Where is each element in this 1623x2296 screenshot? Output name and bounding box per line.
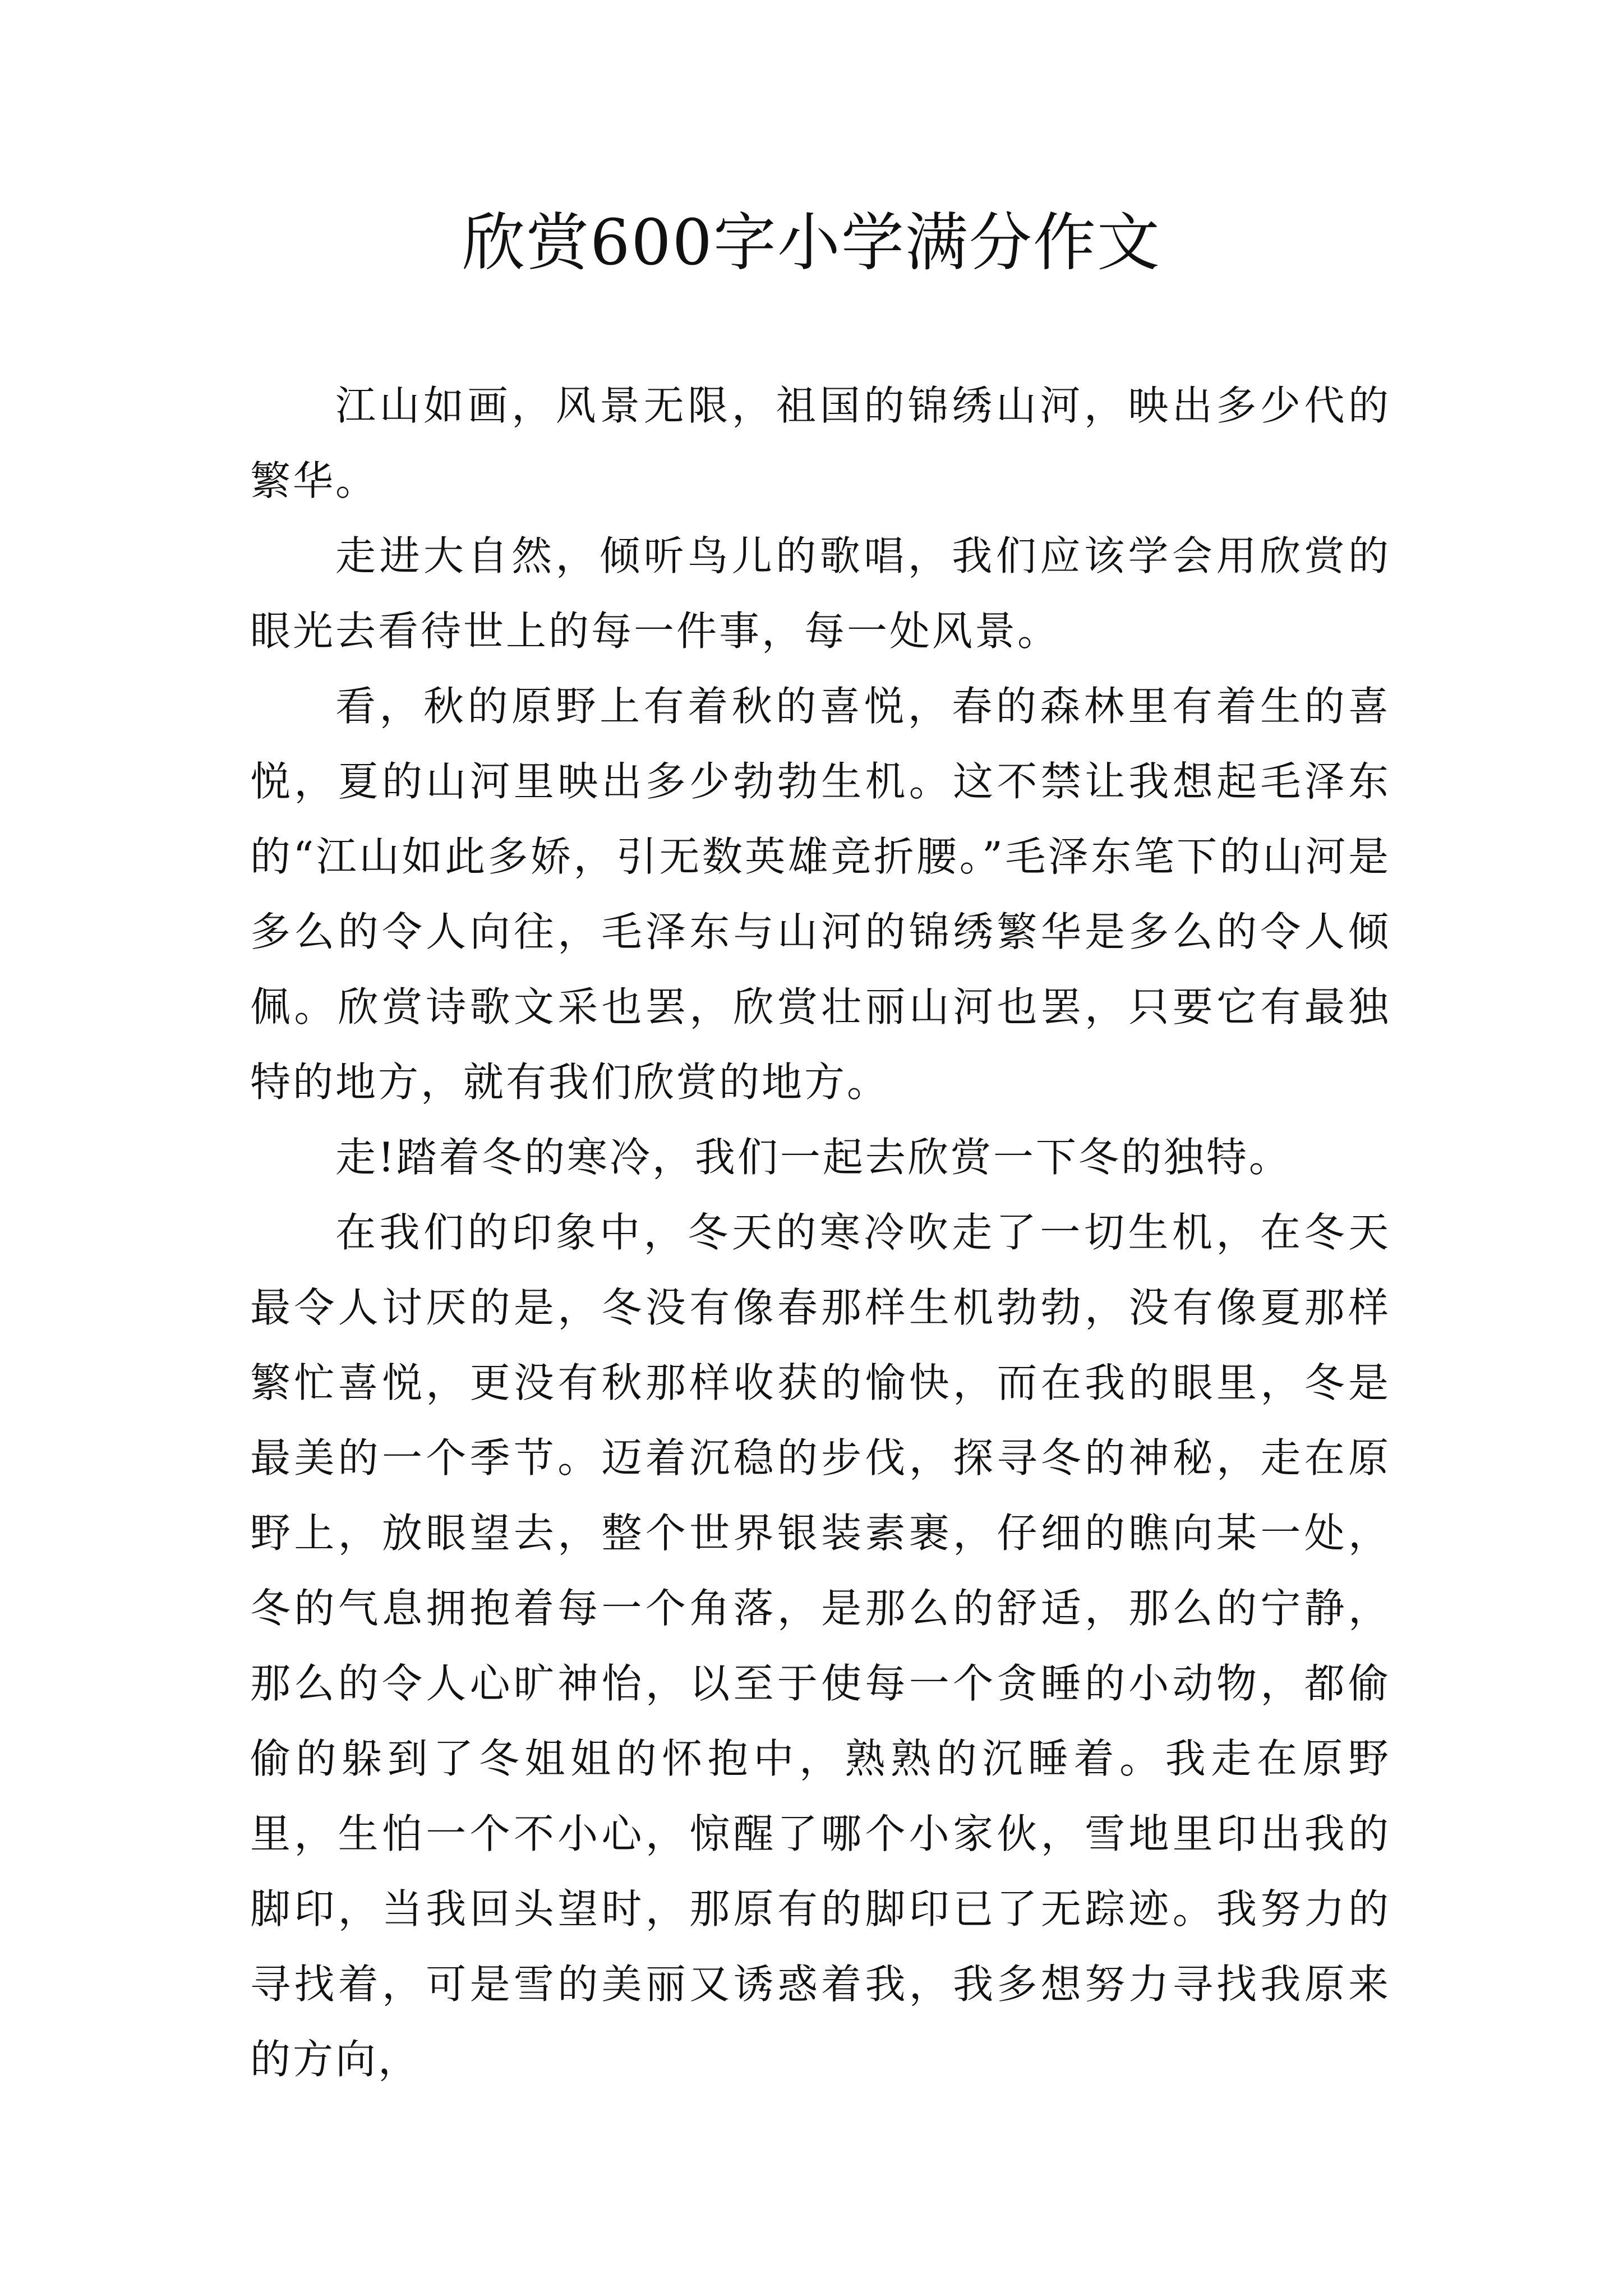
document-body [250,368,1391,2097]
paragraph: 在我们的印象中，冬天的寒冷吹走了一切生机，在冬天最令人讨厌的是，冬没有像春那样生机勃勃，没有像夏那样繁忙喜悦，更没有秋那样收获的愉快，而在我的眼里，冬是最美的一个季节。迈着沉稳的步伐，探寻冬的神秘，走在原野上，放眼望去，整个世界银装素裹，仔细的瞧向某一处，冬的气息拥抱着每一个角落，是那么的舒适，那么的宁静，那么的令人心旷神怡，以至于使每一个贪睡的小动物，都偷偷的躲到了冬姐姐的怀抱中，熟熟的沉睡着。我走在原野里，生怕一个不小心，惊醒了哪个小家伙，雪地里印出我的脚印，当我回头望时，那原有的脚印已了无踪迹。我努力的寻找着，可是雪的美丽又诱惑着我，我多想努力寻找我原来的方向， [250,1209,1391,2083]
document-title: 欣赏600字小学满分作文 [462,206,1161,279]
paragraph: 看，秋的原野上有着秋的喜悦，春的森林里有着生的喜悦，夏的山河里映出多少勃勃生机。这不禁让我想起毛泽东的“江山如此多娇，引无数英雄竞折腰。”毛泽东笔下的山河是多么的令人向往，毛泽东与山河的锦绣繁华是多么的令人倾佩。欣赏诗歌文采也罢，欣赏壮丽山河也罢，只要它有最独特的地方，就有我们欣赏的地方。 [250,683,1391,1106]
paragraph: 走!踏着冬的寒冷，我们一起去欣赏一下冬的独特。 [335,1134,1292,1181]
paragraph: 走进大自然，倾听鸟儿的歌唱，我们应该学会用欣赏的眼光去看待世上的每一件事，每一处风景。 [250,532,1391,655]
paragraph: 江山如画，风景无限，祖国的锦绣山河，映出多少代的繁华。 [250,382,1391,504]
